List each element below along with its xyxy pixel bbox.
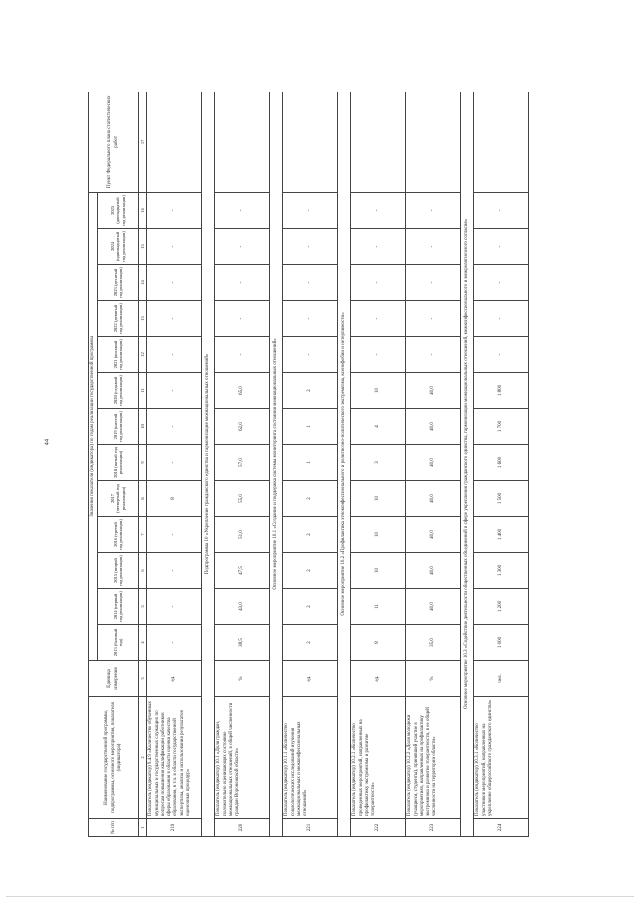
value-cell: 65,0 xyxy=(215,373,270,409)
value-cell: 1 500 xyxy=(474,481,529,517)
value-cell: 38,5 xyxy=(215,625,270,661)
value-cell: - xyxy=(406,265,461,301)
value-cell: - xyxy=(474,301,529,337)
value-cell: - xyxy=(351,229,406,265)
value-cell: - xyxy=(283,265,338,301)
value-cell: 40,0 xyxy=(406,517,461,553)
value-cell: 55,0 xyxy=(215,481,270,517)
value-cell: 2 xyxy=(283,517,338,553)
value-cell: - xyxy=(351,192,406,228)
value-cell: - xyxy=(406,229,461,265)
value-cell: - xyxy=(147,409,202,445)
column-number: 14 xyxy=(139,265,147,301)
value-cell: 2 xyxy=(283,553,338,589)
value-cell: - xyxy=(215,265,270,301)
column-number: 13 xyxy=(139,301,147,337)
section-title: Основное мероприятие 10.2 «Профилактика этноконфессионального и религиозно-политического экстремизма, ксенофобии и нетерпимости» xyxy=(338,92,351,837)
value-cell: - xyxy=(147,229,202,265)
indicator-name: Показатель (индикатор) 9.4.9 «Количество обученных муниципальных и государственных служащих по вопросам повышения квалификации работников сферы образования в области оценки качества образования, в т.ч. в области государственной экспертизы, анализа и использования результатов оценочных процедур» xyxy=(147,697,202,819)
value-cell: 1 700 xyxy=(474,409,529,445)
value-cell: - xyxy=(283,301,338,337)
value-cell: 40,0 xyxy=(406,409,461,445)
table-row xyxy=(215,92,270,837)
value-cell: - xyxy=(215,337,270,373)
indicator-name: Показатель (индикатор) 10.1 «Доля граждан, положительно оценивающих состояние межнациональных отношений, в общей численности граждан Воронежской области» xyxy=(215,697,270,819)
header-year: 2025 (двенадцатый год реализации) xyxy=(98,192,139,228)
column-number: 11 xyxy=(139,373,147,409)
header-no: № п/п xyxy=(89,819,139,837)
unit-cell: % xyxy=(406,661,461,697)
rotated-sheet xyxy=(88,92,608,837)
value-cell: - xyxy=(215,229,270,265)
stat-cell xyxy=(474,92,529,192)
header-year: 2016 (третий год реализации) xyxy=(98,517,139,553)
column-number: 3 xyxy=(139,661,147,697)
stat-cell xyxy=(283,92,338,192)
stat-cell xyxy=(215,92,270,192)
table-body xyxy=(147,92,529,837)
table-row xyxy=(283,92,338,837)
section-row xyxy=(338,92,351,837)
value-cell: 40,0 xyxy=(406,589,461,625)
column-number: 2 xyxy=(139,697,147,819)
value-cell: - xyxy=(406,337,461,373)
column-number: 15 xyxy=(139,229,147,265)
section-row xyxy=(202,92,215,837)
value-cell: - xyxy=(351,265,406,301)
value-cell: - xyxy=(283,192,338,228)
value-cell: 1 000 xyxy=(474,625,529,661)
value-cell: 2 xyxy=(283,373,338,409)
value-cell: 2 xyxy=(283,625,338,661)
value-cell: 40,0 xyxy=(406,445,461,481)
unit-cell: ед. xyxy=(283,661,338,697)
value-cell: 40,0 xyxy=(406,481,461,517)
value-cell: - xyxy=(147,192,202,228)
value-cell: 2 xyxy=(283,589,338,625)
column-number: 8 xyxy=(139,481,147,517)
value-cell: 8 xyxy=(147,481,202,517)
header-year: 2021 (восьмой год реализации) xyxy=(98,337,139,373)
row-number: 220 xyxy=(215,819,270,837)
column-number: 9 xyxy=(139,445,147,481)
row-number: 224 xyxy=(474,819,529,837)
value-cell: 1 xyxy=(283,409,338,445)
scan-edge-line xyxy=(6,896,634,897)
header-year: 2022 (девятый год реализации) xyxy=(98,301,139,337)
column-number: 17 xyxy=(139,92,147,192)
header-year: 2020 (седьмой год реализации) xyxy=(98,373,139,409)
indicator-table xyxy=(88,92,529,837)
value-cell: - xyxy=(283,229,338,265)
column-number: 12 xyxy=(139,337,147,373)
value-cell: - xyxy=(283,337,338,373)
section-title: Подпрограмма 10 «Укрепление гражданского единства и гармонизация межнациональных отношений» xyxy=(202,92,215,837)
column-number: 5 xyxy=(139,589,147,625)
value-cell: - xyxy=(406,192,461,228)
value-cell: 8 xyxy=(351,625,406,661)
value-cell: - xyxy=(147,625,202,661)
value-cell: 3 xyxy=(351,445,406,481)
header-year: 2023 (десятый год реализации) xyxy=(98,265,139,301)
header-year: 2018 (пятый год реализации) xyxy=(98,445,139,481)
value-cell: - xyxy=(147,301,202,337)
column-number: 10 xyxy=(139,409,147,445)
table-row xyxy=(474,92,529,837)
row-number: 219 xyxy=(147,819,202,837)
value-cell: 1 600 xyxy=(474,445,529,481)
table-row xyxy=(351,92,406,837)
value-cell: 57,0 xyxy=(215,445,270,481)
header-year: 2015 (второй год реализации) xyxy=(98,553,139,589)
header-stat: Пункт Федерального плана статистических работ xyxy=(89,92,139,192)
value-cell: - xyxy=(215,192,270,228)
header-year: 2013 (базовый год) xyxy=(98,625,139,661)
header-name: Наименование государственной программы, подпрограммы, основного мероприятия, показателя (индикатора) xyxy=(89,697,139,819)
value-cell: 1 xyxy=(283,445,338,481)
header-group-title: Значения показателя (индикатора) по годам реализации государственной программы xyxy=(89,192,98,660)
value-cell: - xyxy=(474,192,529,228)
unit-cell: ед. xyxy=(351,661,406,697)
value-cell: 62,0 xyxy=(215,409,270,445)
value-cell: 51,0 xyxy=(215,517,270,553)
header-year: 2014 (первый год реализации) xyxy=(98,589,139,625)
indicator-name: Показатель (индикатор) 10.1.1 «Количество социологических исследований изучения межнациональных и межконфессиональных отношений» xyxy=(283,697,338,819)
header-numbers-row xyxy=(139,92,147,837)
column-number: 16 xyxy=(139,192,147,228)
value-cell: 1 400 xyxy=(474,517,529,553)
header-year: 2024 (одиннадцатый год реализации) xyxy=(98,229,139,265)
section-row xyxy=(270,92,283,837)
indicator-name: Показатель (индикатор) 10.2.2 «Доля молодежи (учащиеся, студенты), принявшей участие в мероприятиях, направленных на профилактику экстремизма и развитие толерантности, в ее общей численности на территории области» xyxy=(406,697,461,819)
section-title: Основное мероприятие 10.3 «Содействие деятельности общественных объединений в сфере укрепления гражданского единства, гармонизации межнациональных отношений, межконфессионального и межрелигиозного согласия» xyxy=(461,92,474,837)
value-cell: - xyxy=(147,265,202,301)
row-number: 221 xyxy=(283,819,338,837)
value-cell: 10 xyxy=(351,517,406,553)
value-cell: - xyxy=(147,553,202,589)
column-number: 1 xyxy=(139,819,147,837)
value-cell: 40,0 xyxy=(406,553,461,589)
stat-cell xyxy=(351,92,406,192)
value-cell: 35,0 xyxy=(406,625,461,661)
value-cell: 11 xyxy=(351,589,406,625)
header-year: 2017 (четвертый год реализации) xyxy=(98,481,139,517)
unit-cell: % xyxy=(215,661,270,697)
value-cell: 10 xyxy=(351,481,406,517)
stat-cell xyxy=(406,92,461,192)
table-row xyxy=(147,92,202,837)
value-cell: 4 xyxy=(351,409,406,445)
value-cell: - xyxy=(147,517,202,553)
table-row xyxy=(406,92,461,837)
column-number: 4 xyxy=(139,625,147,661)
column-number: 6 xyxy=(139,553,147,589)
value-cell: - xyxy=(147,445,202,481)
header-unit: Единица измерения xyxy=(89,661,139,697)
value-cell: 10 xyxy=(351,553,406,589)
value-cell: - xyxy=(406,301,461,337)
value-cell: 1 200 xyxy=(474,589,529,625)
value-cell: - xyxy=(147,373,202,409)
value-cell: 2 xyxy=(283,481,338,517)
value-cell: 1 800 xyxy=(474,373,529,409)
column-number: 7 xyxy=(139,517,147,553)
row-number: 222 xyxy=(351,819,406,837)
stat-cell xyxy=(147,92,202,192)
value-cell: - xyxy=(474,265,529,301)
value-cell: - xyxy=(215,301,270,337)
unit-cell: ед. xyxy=(147,661,202,697)
value-cell: 43,0 xyxy=(215,589,270,625)
value-cell: - xyxy=(351,337,406,373)
section-title: Основное мероприятие 10.1 «Создание и поддержка системы мониторинга состояния межнациональных отношений» xyxy=(270,92,283,837)
unit-cell: чел. xyxy=(474,661,529,697)
value-cell: - xyxy=(474,337,529,373)
value-cell: - xyxy=(147,337,202,373)
table-viewport xyxy=(88,92,608,837)
indicator-name: Показатель (индикатор) 10.2.1 «Количество проведенных мероприятий, направленных на профилактику экстремизма и развитие толерантности» xyxy=(351,697,406,819)
value-cell: 10 xyxy=(351,373,406,409)
page-number: 44 xyxy=(44,438,51,446)
value-cell: 1 300 xyxy=(474,553,529,589)
value-cell: - xyxy=(351,301,406,337)
indicator-name: Показатель (индикатор) 10.3.1 «Количество участников мероприятий, направленных на укрепление общероссийского гражданского единства» xyxy=(474,697,529,819)
value-cell: - xyxy=(474,229,529,265)
value-cell: - xyxy=(147,589,202,625)
row-number: 223 xyxy=(406,819,461,837)
value-cell: 47,5 xyxy=(215,553,270,589)
header-year: 2019 (шестой год реализации) xyxy=(98,409,139,445)
value-cell: 40,0 xyxy=(406,373,461,409)
section-row xyxy=(461,92,474,837)
